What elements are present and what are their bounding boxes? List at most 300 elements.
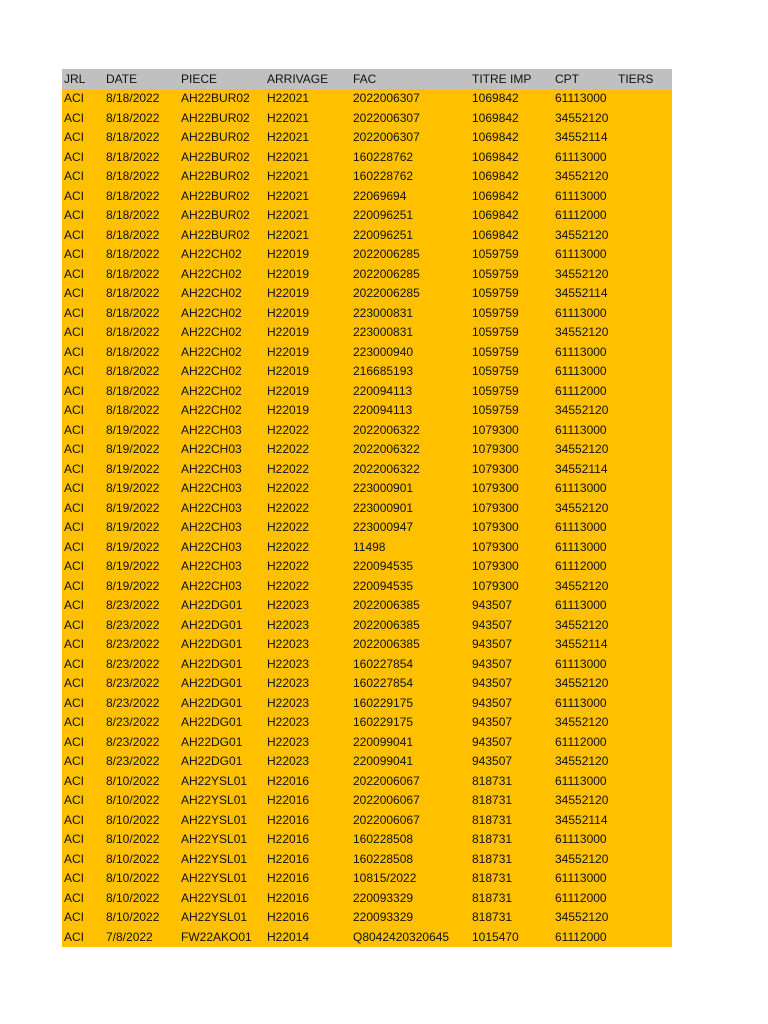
cell-fac[interactable]: 220094113 <box>353 403 413 417</box>
cell-fac[interactable]: 223000901 <box>353 500 414 515</box>
cell-fac[interactable]: 160228508 <box>353 832 414 846</box>
cell-tiers[interactable] <box>616 908 672 928</box>
cell-cpt[interactable]: 61113000 <box>555 344 607 359</box>
cell-arrivage[interactable]: H22023 <box>267 617 310 632</box>
cell-fac[interactable]: 22069694 <box>353 188 407 203</box>
cell-arrivage[interactable]: H22023 <box>267 695 310 710</box>
cell-fac[interactable]: 223000831 <box>353 325 414 339</box>
cell-piece[interactable]: AH22DG01 <box>181 637 243 651</box>
cell-titre-imp[interactable]: 1079300 <box>472 481 519 495</box>
cell-titre-imp[interactable]: 1079300 <box>472 559 519 573</box>
cell-cpt[interactable]: 61113000 <box>555 364 607 378</box>
cell-fac[interactable]: 160229175 <box>353 715 414 729</box>
cell-jrl[interactable]: ACI <box>64 305 85 320</box>
cell-piece[interactable]: AH22DG01 <box>181 734 243 749</box>
cell-jrl[interactable]: ACI <box>64 130 85 144</box>
cell-titre-imp[interactable]: 818731 <box>472 812 513 827</box>
cell-jrl[interactable]: ACI <box>64 500 85 515</box>
cell-piece[interactable]: AH22CH03 <box>181 500 242 515</box>
cell-cpt[interactable]: 34552120 <box>555 578 609 593</box>
cell-tiers[interactable] <box>616 148 672 168</box>
cell-titre-imp[interactable]: 818731 <box>472 851 513 866</box>
cell-jrl[interactable]: ACI <box>64 403 85 417</box>
cell-piece[interactable]: AH22YSL01 <box>181 871 248 885</box>
cell-cpt[interactable]: 61112000 <box>555 559 607 573</box>
cell-arrivage[interactable]: H22022 <box>267 539 310 554</box>
cell-piece[interactable]: AH22CH03 <box>181 559 242 573</box>
cell-date[interactable]: 8/19/2022 <box>106 559 160 573</box>
cell-fac[interactable]: 160227854 <box>353 656 414 671</box>
cell-titre-imp[interactable]: 1069842 <box>472 110 519 125</box>
cell-date[interactable]: 8/23/2022 <box>106 656 160 671</box>
cell-jrl[interactable]: ACI <box>64 364 85 378</box>
cell-jrl[interactable]: ACI <box>64 734 85 749</box>
cell-date[interactable]: 8/18/2022 <box>106 208 160 222</box>
cell-jrl[interactable]: ACI <box>64 578 85 593</box>
cell-arrivage[interactable]: H22022 <box>267 422 310 437</box>
column-header-tiers[interactable]: TIERS <box>618 72 654 86</box>
cell-tiers[interactable] <box>616 694 672 714</box>
cell-piece[interactable]: AH22YSL01 <box>181 812 248 827</box>
cell-fac[interactable]: 223000901 <box>353 481 414 495</box>
cell-piece[interactable]: AH22YSL01 <box>181 793 248 807</box>
cell-tiers[interactable] <box>616 850 672 870</box>
cell-titre-imp[interactable]: 818731 <box>472 890 513 905</box>
cell-fac[interactable]: 160229175 <box>353 695 414 710</box>
cell-tiers[interactable] <box>616 460 672 480</box>
cell-tiers[interactable] <box>616 596 672 616</box>
cell-cpt[interactable]: 34552120 <box>555 110 609 125</box>
cell-tiers[interactable] <box>616 577 672 597</box>
cell-cpt[interactable]: 34552120 <box>555 793 609 807</box>
cell-cpt[interactable]: 34552120 <box>555 169 609 183</box>
cell-jrl[interactable]: ACI <box>64 871 85 885</box>
cell-jrl[interactable]: ACI <box>64 481 85 495</box>
cell-piece[interactable]: AH22CH03 <box>181 461 242 476</box>
cell-arrivage[interactable]: H22022 <box>267 461 310 476</box>
cell-fac[interactable]: 160228508 <box>353 851 414 866</box>
cell-tiers[interactable] <box>616 830 672 850</box>
cell-arrivage[interactable]: H22022 <box>267 500 310 515</box>
cell-date[interactable]: 8/19/2022 <box>106 422 160 437</box>
cell-cpt[interactable]: 34552120 <box>555 266 609 281</box>
cell-jrl[interactable]: ACI <box>64 793 85 807</box>
cell-piece[interactable]: AH22YSL01 <box>181 773 248 788</box>
cell-arrivage[interactable]: H22016 <box>267 851 310 866</box>
cell-tiers[interactable] <box>616 187 672 207</box>
cell-titre-imp[interactable]: 1059759 <box>472 344 519 359</box>
cell-piece[interactable]: AH22CH03 <box>181 481 242 495</box>
cell-tiers[interactable] <box>616 889 672 909</box>
cell-titre-imp[interactable]: 1079300 <box>472 422 519 437</box>
cell-date[interactable]: 8/18/2022 <box>106 344 160 359</box>
cell-tiers[interactable] <box>616 752 672 772</box>
cell-piece[interactable]: AH22CH02 <box>181 383 242 398</box>
column-header-piece[interactable]: PIECE <box>181 72 218 86</box>
cell-fac[interactable]: 11498 <box>353 539 386 554</box>
cell-jrl[interactable]: ACI <box>64 598 85 612</box>
cell-arrivage[interactable]: H22021 <box>267 91 310 105</box>
cell-titre-imp[interactable]: 1069842 <box>472 149 519 164</box>
cell-tiers[interactable] <box>616 304 672 324</box>
cell-arrivage[interactable]: H22021 <box>267 227 310 242</box>
cell-date[interactable]: 8/10/2022 <box>106 910 160 924</box>
cell-tiers[interactable] <box>616 772 672 792</box>
cell-arrivage[interactable]: H22016 <box>267 832 310 846</box>
cell-cpt[interactable]: 61113000 <box>555 149 607 164</box>
cell-fac[interactable]: 2022006067 <box>353 812 420 827</box>
cell-titre-imp[interactable]: 818731 <box>472 773 513 788</box>
cell-date[interactable]: 8/18/2022 <box>106 383 160 398</box>
cell-jrl[interactable]: ACI <box>64 559 85 573</box>
cell-tiers[interactable] <box>616 343 672 363</box>
cell-cpt[interactable]: 61113000 <box>555 481 607 495</box>
cell-jrl[interactable]: ACI <box>64 539 85 554</box>
cell-tiers[interactable] <box>616 265 672 285</box>
column-header-date[interactable]: DATE <box>106 72 138 86</box>
cell-jrl[interactable]: ACI <box>64 188 85 203</box>
cell-fac[interactable]: 223000947 <box>353 520 414 534</box>
cell-cpt[interactable]: 34552120 <box>555 754 609 768</box>
cell-titre-imp[interactable]: 1079300 <box>472 578 519 593</box>
cell-piece[interactable]: AH22CH03 <box>181 578 242 593</box>
cell-date[interactable]: 8/18/2022 <box>106 325 160 339</box>
cell-titre-imp[interactable]: 1059759 <box>472 305 519 320</box>
cell-tiers[interactable] <box>616 791 672 811</box>
cell-date[interactable]: 8/23/2022 <box>106 695 160 710</box>
cell-date[interactable]: 8/18/2022 <box>106 149 160 164</box>
cell-piece[interactable]: AH22CH03 <box>181 422 242 437</box>
cell-date[interactable]: 7/8/2022 <box>106 929 153 944</box>
cell-fac[interactable]: 2022006307 <box>353 91 420 105</box>
cell-arrivage[interactable]: H22016 <box>267 890 310 905</box>
cell-jrl[interactable]: ACI <box>64 325 85 339</box>
cell-tiers[interactable] <box>616 362 672 382</box>
cell-fac[interactable]: 2022006385 <box>353 637 420 651</box>
cell-date[interactable]: 8/18/2022 <box>106 403 160 417</box>
cell-piece[interactable]: AH22DG01 <box>181 598 243 612</box>
cell-jrl[interactable]: ACI <box>64 773 85 788</box>
cell-titre-imp[interactable]: 943507 <box>472 637 513 651</box>
cell-fac[interactable]: 220094535 <box>353 559 414 573</box>
cell-tiers[interactable] <box>616 655 672 675</box>
cell-cpt[interactable]: 61113000 <box>555 598 607 612</box>
cell-cpt[interactable]: 34552120 <box>555 403 609 417</box>
cell-fac[interactable]: 223000831 <box>353 305 414 320</box>
cell-arrivage[interactable]: H22023 <box>267 676 310 690</box>
cell-cpt[interactable]: 61112000 <box>555 208 607 222</box>
cell-jrl[interactable]: ACI <box>64 422 85 437</box>
cell-titre-imp[interactable]: 818731 <box>472 871 513 885</box>
cell-jrl[interactable]: ACI <box>64 247 85 261</box>
cell-cpt[interactable]: 61112000 <box>555 929 607 944</box>
cell-titre-imp[interactable]: 818731 <box>472 793 513 807</box>
cell-cpt[interactable]: 34552120 <box>555 500 609 515</box>
cell-arrivage[interactable]: H22014 <box>267 929 310 944</box>
cell-cpt[interactable]: 61113000 <box>555 520 607 534</box>
cell-date[interactable]: 8/10/2022 <box>106 832 160 846</box>
cell-fac[interactable]: 10815/2022 <box>353 871 417 885</box>
cell-arrivage[interactable]: H22021 <box>267 149 310 164</box>
cell-date[interactable]: 8/23/2022 <box>106 754 160 768</box>
cell-tiers[interactable] <box>616 869 672 889</box>
cell-titre-imp[interactable]: 1079300 <box>472 442 519 456</box>
cell-cpt[interactable]: 34552120 <box>555 617 609 632</box>
cell-fac[interactable]: 2022006285 <box>353 286 420 300</box>
cell-jrl[interactable]: ACI <box>64 149 85 164</box>
cell-date[interactable]: 8/18/2022 <box>106 91 160 105</box>
cell-cpt[interactable]: 34552114 <box>555 461 608 476</box>
cell-arrivage[interactable]: H22022 <box>267 559 310 573</box>
cell-titre-imp[interactable]: 943507 <box>472 695 513 710</box>
cell-date[interactable]: 8/19/2022 <box>106 578 160 593</box>
cell-piece[interactable]: AH22CH02 <box>181 305 242 320</box>
cell-arrivage[interactable]: H22016 <box>267 773 310 788</box>
cell-jrl[interactable]: ACI <box>64 91 85 105</box>
cell-cpt[interactable]: 34552114 <box>555 812 608 827</box>
cell-piece[interactable]: AH22CH02 <box>181 344 242 359</box>
cell-arrivage[interactable]: H22016 <box>267 910 310 924</box>
cell-arrivage[interactable]: H22021 <box>267 130 310 144</box>
cell-arrivage[interactable]: H22019 <box>267 286 310 300</box>
cell-jrl[interactable]: ACI <box>64 676 85 690</box>
cell-piece[interactable]: AH22CH02 <box>181 364 242 378</box>
cell-fac[interactable]: 220093329 <box>353 910 414 924</box>
cell-tiers[interactable] <box>616 167 672 187</box>
cell-date[interactable]: 8/18/2022 <box>106 305 160 320</box>
cell-arrivage[interactable]: H22019 <box>267 247 310 261</box>
cell-piece[interactable]: AH22DG01 <box>181 617 243 632</box>
cell-piece[interactable]: AH22YSL01 <box>181 910 248 924</box>
cell-cpt[interactable]: 34552120 <box>555 851 609 866</box>
cell-fac[interactable]: 220096251 <box>353 208 414 222</box>
cell-cpt[interactable]: 34552114 <box>555 130 608 144</box>
cell-tiers[interactable] <box>616 479 672 499</box>
cell-arrivage[interactable]: H22023 <box>267 637 310 651</box>
cell-cpt[interactable]: 61112000 <box>555 890 607 905</box>
cell-date[interactable]: 8/19/2022 <box>106 442 160 456</box>
cell-date[interactable]: 8/19/2022 <box>106 461 160 476</box>
cell-cpt[interactable]: 34552120 <box>555 325 609 339</box>
cell-titre-imp[interactable]: 1079300 <box>472 461 519 476</box>
cell-titre-imp[interactable]: 1059759 <box>472 325 519 339</box>
cell-titre-imp[interactable]: 943507 <box>472 656 513 671</box>
cell-fac[interactable]: 160228762 <box>353 169 414 183</box>
cell-arrivage[interactable]: H22023 <box>267 656 310 671</box>
cell-piece[interactable]: AH22DG01 <box>181 695 243 710</box>
cell-arrivage[interactable]: H22016 <box>267 812 310 827</box>
cell-date[interactable]: 8/19/2022 <box>106 481 160 495</box>
cell-piece[interactable]: AH22CH02 <box>181 403 242 417</box>
cell-piece[interactable]: AH22BUR02 <box>181 169 250 183</box>
cell-cpt[interactable]: 61113000 <box>555 305 607 320</box>
cell-titre-imp[interactable]: 818731 <box>472 910 513 924</box>
cell-fac[interactable]: 2022006322 <box>353 422 420 437</box>
cell-date[interactable]: 8/18/2022 <box>106 169 160 183</box>
column-header-arrivage[interactable]: ARRIVAGE <box>267 72 329 86</box>
cell-tiers[interactable] <box>616 499 672 519</box>
cell-piece[interactable]: AH22BUR02 <box>181 188 250 203</box>
cell-fac[interactable]: 220094113 <box>353 383 413 398</box>
cell-date[interactable]: 8/19/2022 <box>106 539 160 554</box>
cell-fac[interactable]: 216685193 <box>353 364 414 378</box>
cell-tiers[interactable] <box>616 323 672 343</box>
cell-cpt[interactable]: 61113000 <box>555 91 607 105</box>
cell-fac[interactable]: 220093329 <box>353 890 414 905</box>
cell-jrl[interactable]: ACI <box>64 208 85 222</box>
cell-titre-imp[interactable]: 1069842 <box>472 227 519 242</box>
cell-titre-imp[interactable]: 943507 <box>472 715 513 729</box>
cell-date[interactable]: 8/19/2022 <box>106 500 160 515</box>
cell-cpt[interactable]: 34552120 <box>555 676 609 690</box>
cell-fac[interactable]: 2022006385 <box>353 598 420 612</box>
cell-tiers[interactable] <box>616 635 672 655</box>
cell-date[interactable]: 8/18/2022 <box>106 266 160 281</box>
cell-piece[interactable]: AH22DG01 <box>181 715 243 729</box>
cell-piece[interactable]: AH22BUR02 <box>181 110 250 125</box>
cell-jrl[interactable]: ACI <box>64 754 85 768</box>
cell-piece[interactable]: AH22CH02 <box>181 325 242 339</box>
cell-arrivage[interactable]: H22019 <box>267 266 310 281</box>
cell-tiers[interactable] <box>616 245 672 265</box>
cell-cpt[interactable]: 61112000 <box>555 734 607 749</box>
cell-titre-imp[interactable]: 943507 <box>472 676 513 690</box>
cell-jrl[interactable]: ACI <box>64 695 85 710</box>
cell-tiers[interactable] <box>616 421 672 441</box>
cell-fac[interactable]: 2022006067 <box>353 773 420 788</box>
cell-tiers[interactable] <box>616 674 672 694</box>
cell-tiers[interactable] <box>616 733 672 753</box>
cell-arrivage[interactable]: H22019 <box>267 403 310 417</box>
cell-cpt[interactable]: 61113000 <box>555 773 607 788</box>
cell-arrivage[interactable]: H22019 <box>267 344 310 359</box>
cell-jrl[interactable]: ACI <box>64 617 85 632</box>
cell-tiers[interactable] <box>616 928 672 948</box>
cell-piece[interactable]: AH22CH02 <box>181 247 242 261</box>
column-header-titre-imp[interactable]: TITRE IMP <box>472 72 532 86</box>
cell-fac[interactable]: 2022006307 <box>353 130 420 144</box>
cell-date[interactable]: 8/23/2022 <box>106 598 160 612</box>
cell-fac[interactable]: 223000940 <box>353 344 414 359</box>
cell-date[interactable]: 8/10/2022 <box>106 793 160 807</box>
column-header-jrl[interactable]: JRL <box>64 72 86 86</box>
column-header-fac[interactable]: FAC <box>353 72 377 86</box>
cell-jrl[interactable]: ACI <box>64 910 85 924</box>
cell-piece[interactable]: AH22CH03 <box>181 442 242 456</box>
cell-date[interactable]: 8/18/2022 <box>106 130 160 144</box>
cell-jrl[interactable]: ACI <box>64 520 85 534</box>
cell-fac[interactable]: 220099041 <box>353 754 414 768</box>
cell-titre-imp[interactable]: 1015470 <box>472 929 519 944</box>
cell-titre-imp[interactable]: 1079300 <box>472 520 519 534</box>
cell-piece[interactable]: AH22BUR02 <box>181 130 250 144</box>
cell-fac[interactable]: 2022006285 <box>353 266 420 281</box>
cell-cpt[interactable]: 61113000 <box>555 188 607 203</box>
cell-cpt[interactable]: 34552120 <box>555 227 609 242</box>
cell-arrivage[interactable]: H22021 <box>267 208 310 222</box>
cell-date[interactable]: 8/10/2022 <box>106 773 160 788</box>
cell-arrivage[interactable]: H22023 <box>267 754 310 768</box>
cell-jrl[interactable]: ACI <box>64 383 85 398</box>
cell-arrivage[interactable]: H22019 <box>267 364 310 378</box>
cell-tiers[interactable] <box>616 284 672 304</box>
cell-arrivage[interactable]: H22022 <box>267 481 310 495</box>
cell-titre-imp[interactable]: 1069842 <box>472 208 519 222</box>
cell-piece[interactable]: AH22YSL01 <box>181 851 248 866</box>
cell-tiers[interactable] <box>616 226 672 246</box>
cell-jrl[interactable]: ACI <box>64 286 85 300</box>
cell-titre-imp[interactable]: 943507 <box>472 598 513 612</box>
cell-piece[interactable]: AH22DG01 <box>181 754 243 768</box>
cell-titre-imp[interactable]: 1069842 <box>472 169 519 183</box>
cell-arrivage[interactable]: H22019 <box>267 325 310 339</box>
cell-piece[interactable]: FW22AKO01 <box>181 929 252 944</box>
cell-titre-imp[interactable]: 1069842 <box>472 91 519 105</box>
cell-arrivage[interactable]: H22021 <box>267 188 310 203</box>
cell-arrivage[interactable]: H22021 <box>267 169 310 183</box>
cell-piece[interactable]: AH22DG01 <box>181 656 243 671</box>
cell-piece[interactable]: AH22YSL01 <box>181 832 248 846</box>
cell-arrivage[interactable]: H22016 <box>267 793 310 807</box>
cell-fac[interactable]: 2022006322 <box>353 461 420 476</box>
cell-date[interactable]: 8/23/2022 <box>106 734 160 749</box>
cell-titre-imp[interactable]: 1079300 <box>472 500 519 515</box>
cell-fac[interactable]: 2022006385 <box>353 617 420 632</box>
cell-cpt[interactable]: 61113000 <box>555 695 607 710</box>
cell-tiers[interactable] <box>616 557 672 577</box>
cell-fac[interactable]: 2022006322 <box>353 442 420 456</box>
cell-jrl[interactable]: ACI <box>64 169 85 183</box>
cell-tiers[interactable] <box>616 89 672 109</box>
cell-piece[interactable]: AH22BUR02 <box>181 149 250 164</box>
cell-jrl[interactable]: ACI <box>64 832 85 846</box>
cell-cpt[interactable]: 61113000 <box>555 539 607 554</box>
cell-date[interactable]: 8/18/2022 <box>106 227 160 242</box>
cell-piece[interactable]: AH22DG01 <box>181 676 243 690</box>
cell-piece[interactable]: AH22YSL01 <box>181 890 248 905</box>
cell-arrivage[interactable]: H22022 <box>267 520 310 534</box>
cell-fac[interactable]: 2022006307 <box>353 110 420 125</box>
cell-jrl[interactable]: ACI <box>64 890 85 905</box>
cell-tiers[interactable] <box>616 401 672 421</box>
cell-tiers[interactable] <box>616 811 672 831</box>
cell-titre-imp[interactable]: 1069842 <box>472 130 519 144</box>
cell-jrl[interactable]: ACI <box>64 227 85 242</box>
column-header-cpt[interactable]: CPT <box>555 72 579 86</box>
cell-arrivage[interactable]: H22016 <box>267 871 310 885</box>
cell-titre-imp[interactable]: 1069842 <box>472 188 519 203</box>
cell-fac[interactable]: 2022006067 <box>353 793 420 807</box>
cell-cpt[interactable]: 61113000 <box>555 422 607 437</box>
cell-tiers[interactable] <box>616 538 672 558</box>
cell-fac[interactable]: 2022006285 <box>353 247 420 261</box>
cell-date[interactable]: 8/10/2022 <box>106 851 160 866</box>
cell-tiers[interactable] <box>616 518 672 538</box>
cell-cpt[interactable]: 34552114 <box>555 637 608 651</box>
cell-fac[interactable]: 220094535 <box>353 578 414 593</box>
cell-tiers[interactable] <box>616 616 672 636</box>
cell-titre-imp[interactable]: 1059759 <box>472 266 519 281</box>
cell-jrl[interactable]: ACI <box>64 266 85 281</box>
cell-piece[interactable]: AH22BUR02 <box>181 91 250 105</box>
cell-tiers[interactable] <box>616 109 672 129</box>
cell-tiers[interactable] <box>616 206 672 226</box>
cell-cpt[interactable]: 34552120 <box>555 442 609 456</box>
cell-titre-imp[interactable]: 943507 <box>472 754 513 768</box>
cell-arrivage[interactable]: H22023 <box>267 715 310 729</box>
cell-titre-imp[interactable]: 943507 <box>472 617 513 632</box>
cell-cpt[interactable]: 34552120 <box>555 910 609 924</box>
